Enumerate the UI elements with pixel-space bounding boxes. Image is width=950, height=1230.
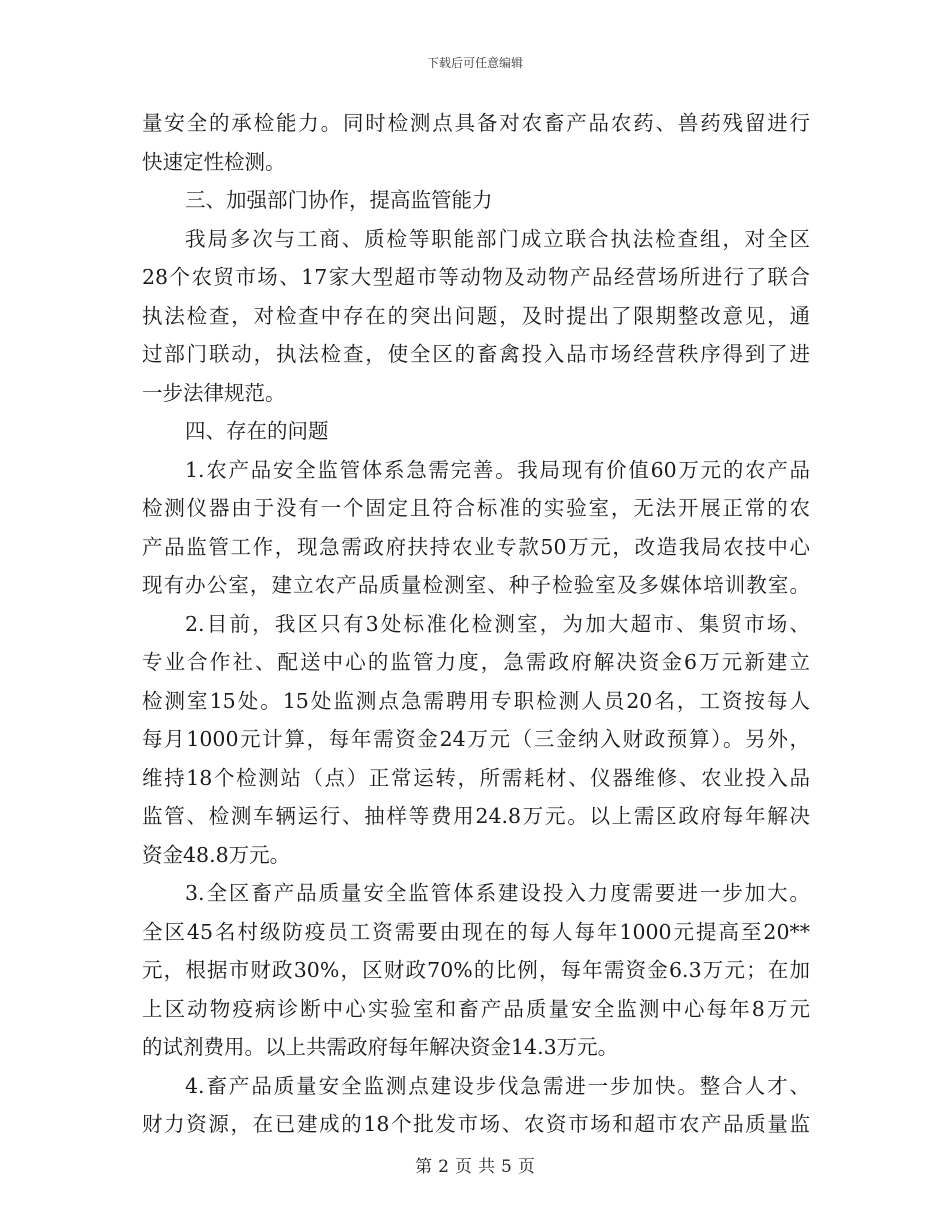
text-line: 1.农产品安全监管体系急需完善。我局现有价值60万元的农产品 [185,457,810,482]
text-line: 每月1000元计算，每年需资金24万元（三金纳入财政预算）。另外， [142,727,810,751]
text-line: 全区45名村级防疫员工资需要由现在的每人每年1000元提高至20** [142,919,810,944]
document-body [142,104,810,1144]
text-line: 4.畜产品质量安全监测点建设步伐急需进一步加快。整合人才、 [185,1073,810,1098]
text-line: 上区动物疫病诊断中心实验室和畜产品质量安全监测中心每年8万元 [142,996,810,1021]
section-heading: 四、存在的问题 [185,419,329,443]
section-heading: 三、加强部门协作，提高监管能力 [185,188,493,212]
footer-word: 共 [478,1157,495,1177]
text-line: 一步法律规范。 [142,380,286,405]
current-page-number: 2 [438,1157,449,1177]
page-header-note: 下载后可任意编辑 [426,56,523,70]
text-line: 元，根据市财政30%，区财政70%的比例，每年需资金6.3万元；在加 [142,958,810,982]
text-line: 28个农贸市场、17家大型超市等动物及动物产品经营场所进行了联合 [142,265,810,289]
text-line: 维持18个检测站（点）正常运转，所需耗材、仪器维修、农业投入品 [142,765,810,790]
text-line: 检测仪器由于没有一个固定且符合标准的实验室，无法开展正常的农 [142,496,810,520]
text-line: 快速定性检测。 [142,149,286,174]
text-line: 量安全的承检能力。同时检测点具备对农畜产品农药、兽药残留进行 [142,111,810,135]
footer-word: 第 [415,1157,433,1177]
footer-word: 页 [517,1157,535,1177]
text-line: 监管、检测车辆运行、抽样等费用24.8万元。以上需区政府每年解决 [142,804,810,828]
text-line: 3.全区畜产品质量安全监管体系建设投入力度需要进一步加大。 [185,881,810,905]
text-line: 财力资源，在已建成的18个批发市场、农资市场和超市农产品质量监 [142,1112,810,1136]
text-line: 2.目前，我区只有3处标准化检测室，为加大超市、集贸市场、 [185,611,810,636]
total-page-count: 5 [501,1157,512,1177]
text-line: 执法检查，对检查中存在的突出问题，及时提出了限期整改意见，通 [142,303,810,328]
text-line: 现有办公室，建立农产品质量检测室、种子检验室及多媒体培训教室。 [142,573,810,597]
footer-word: 页 [455,1157,472,1177]
text-line: 检测室15处。15处监测点急需聘用专职检测人员20名，工资按每人 [142,688,810,713]
text-line: 资金48.8万元。 [142,842,291,867]
text-line: 产品监管工作，现急需政府扶持农业专款50万元，改造我局农技中心 [142,534,810,559]
text-line: 过部门联动，执法检查，使全区的畜禽投入品市场经营秩序得到了进 [142,342,810,366]
text-line: 专业合作社、配送中心的监管力度，急需政府解决资金6万元新建立 [142,650,810,674]
page-footer [0,1152,950,1177]
text-line: 的试剂费用。以上共需政府每年解决资金14.3万元。 [142,1035,619,1059]
text-line: 我局多次与工商、质检等职能部门成立联合执法检查组，对全区 [185,226,810,251]
